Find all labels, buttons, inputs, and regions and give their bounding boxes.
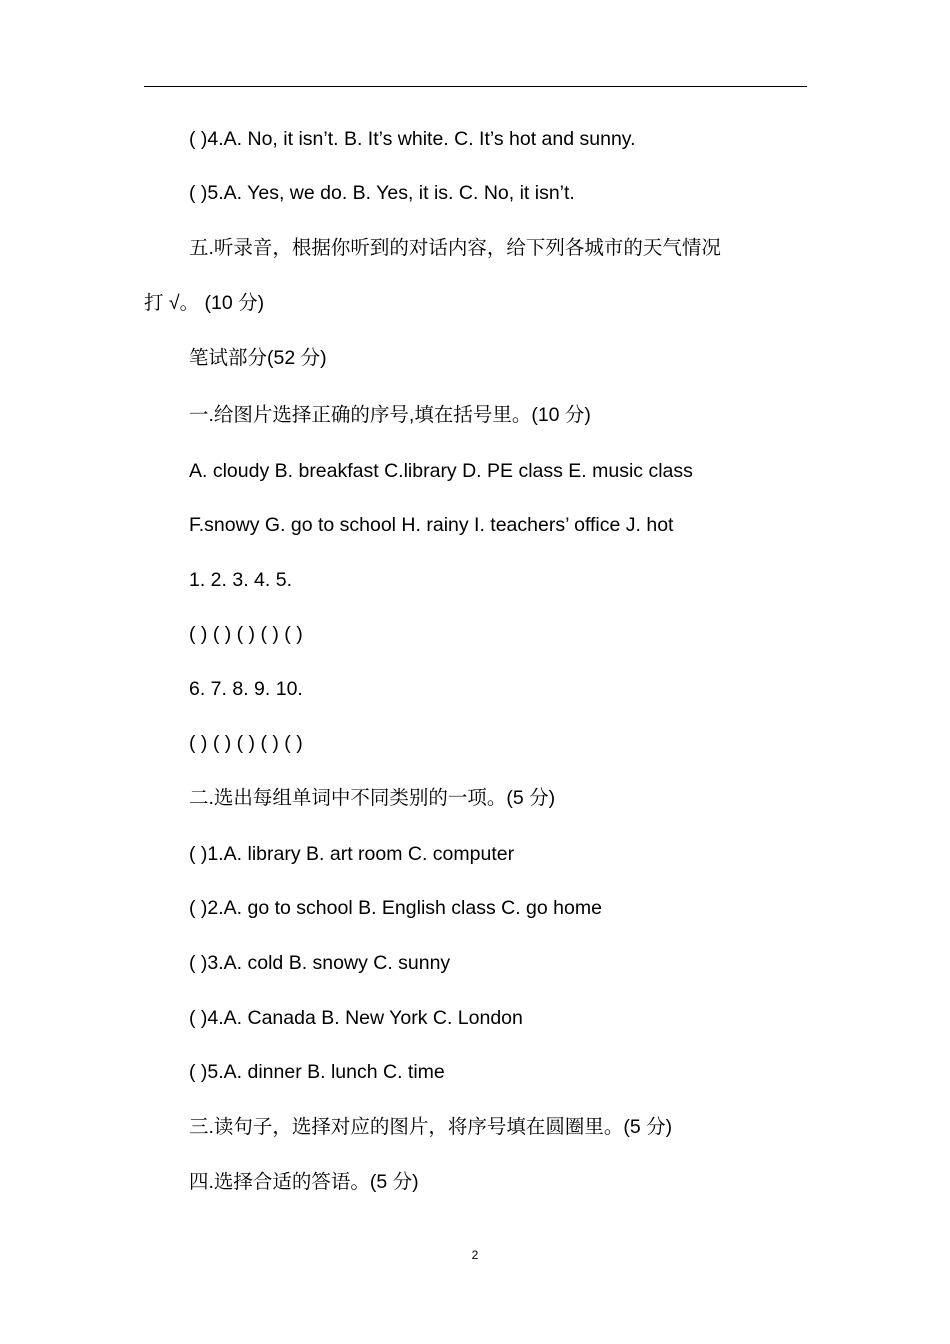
answer-brackets-1-5: ( ) ( ) ( ) ( ) ( ) xyxy=(189,623,303,645)
section-heading-one: 一.给图片选择正确的序号,填在括号里。(10 分) xyxy=(189,404,591,426)
odd-one-out-1: ( )1.A. library B. art room C. computer xyxy=(189,843,515,865)
section-heading-five-continued: 打 √。 (10 分) xyxy=(144,292,265,314)
odd-one-out-2: ( )2.A. go to school B. English class C. go home xyxy=(189,897,602,919)
answer-brackets-6-10: ( ) ( ) ( ) ( ) ( ) xyxy=(189,732,303,754)
written-part-heading: 笔试部分(52 分) xyxy=(189,347,327,369)
section-heading-three: 三.读句子，选择对应的图片，将序号填在圆圈里。(5 分) xyxy=(189,1116,673,1138)
odd-one-out-5: ( )5.A. dinner B. lunch C. time xyxy=(189,1061,445,1083)
option-list-a-e: A. cloudy B. breakfast C.library D. PE class E. music class xyxy=(189,460,693,482)
odd-one-out-4: ( )4.A. Canada B. New York C. London xyxy=(189,1007,523,1029)
question-line-4: ( )4.A. No, it isn’t. B. It’s white. C. It’s hot and sunny. xyxy=(189,128,636,150)
picture-numbers-1-5: 1. 2. 3. 4. 5. xyxy=(189,569,292,591)
section-heading-five: 五.听录音，根据你听到的对话内容，给下列各城市的天气情况 xyxy=(189,237,721,259)
section-heading-four: 四.选择合适的答语。(5 分) xyxy=(189,1171,419,1193)
section-heading-two: 二.选出每组单词中不同类别的一项。(5 分) xyxy=(189,787,556,809)
option-list-f-j: F.snowy G. go to school H. rainy I. teachers’ office J. hot xyxy=(189,514,674,536)
page-number: 2 xyxy=(471,1248,479,1262)
header-rule xyxy=(144,86,807,87)
odd-one-out-3: ( )3.A. cold B. snowy C. sunny xyxy=(189,952,451,974)
question-line-5: ( )5.A. Yes, we do. B. Yes, it is. C. No, it isn’t. xyxy=(189,182,575,204)
picture-numbers-6-10: 6. 7. 8. 9. 10. xyxy=(189,678,303,700)
